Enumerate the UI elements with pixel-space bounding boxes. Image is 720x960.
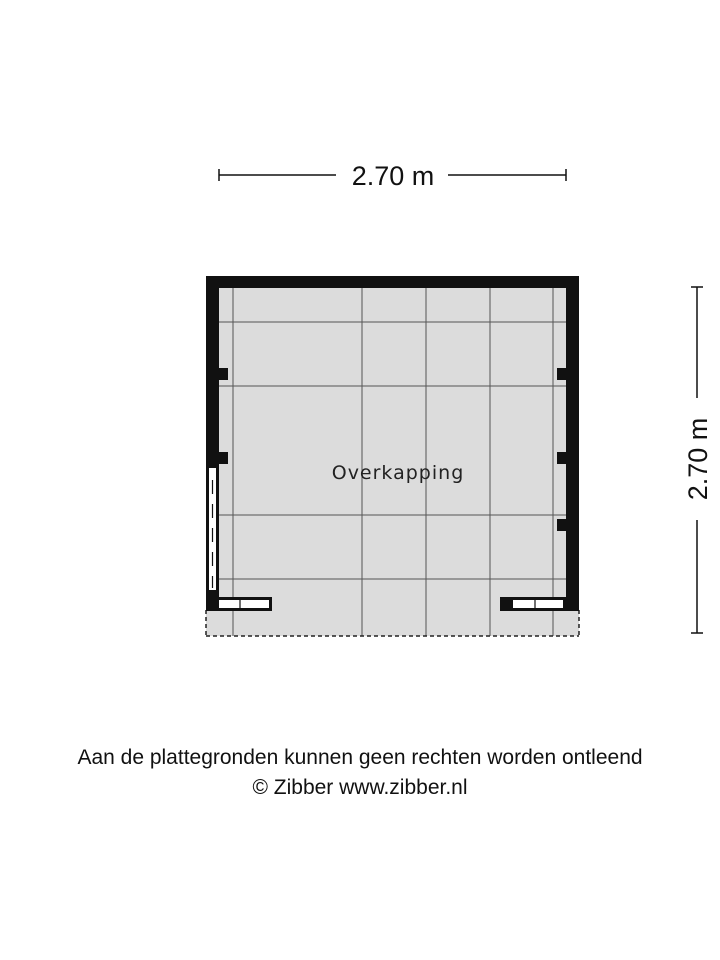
width-dimension-label: 2.70 m bbox=[351, 161, 435, 191]
room-floor bbox=[206, 276, 579, 636]
copyright-text: © Zibber www.zibber.nl bbox=[252, 776, 468, 799]
height-dimension bbox=[683, 287, 713, 633]
disclaimer-text: Aan de plattegronden kunnen geen rechten worden ontleend bbox=[77, 746, 643, 769]
width-dimension bbox=[219, 161, 566, 191]
front-left-post bbox=[206, 597, 272, 611]
wall-left bbox=[206, 276, 219, 466]
height-dimension-label: 2.70 m bbox=[683, 417, 713, 501]
room-label: Overkapping bbox=[331, 462, 465, 484]
left-wall-window bbox=[206, 466, 219, 610]
front-right-post bbox=[500, 597, 579, 611]
wall-top bbox=[206, 276, 579, 288]
wall-right bbox=[566, 276, 579, 610]
